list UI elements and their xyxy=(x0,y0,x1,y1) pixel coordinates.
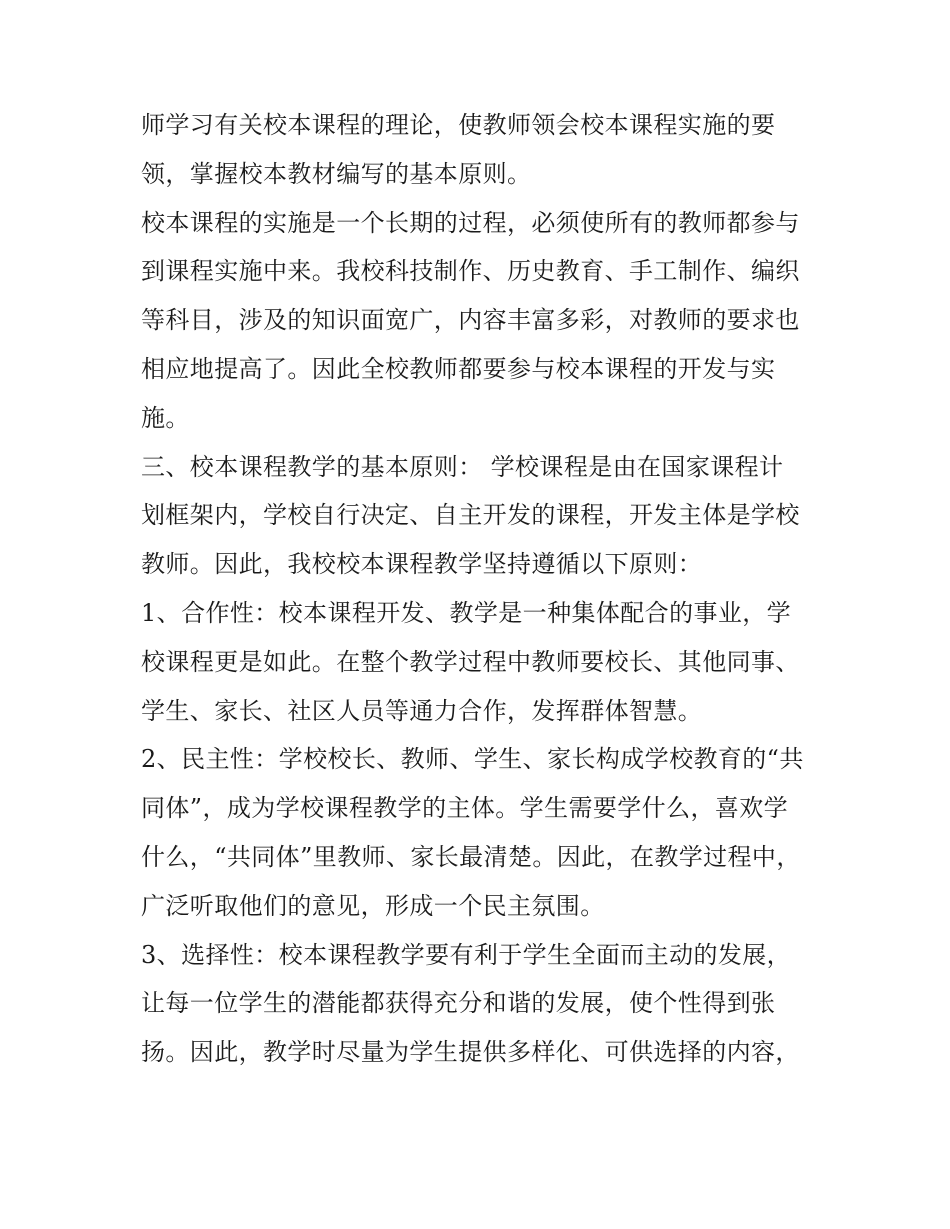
text-line: 施。 xyxy=(141,403,190,432)
text-line: 学生、家长、社区人员等通力合作，发挥群体智慧。 xyxy=(141,696,703,725)
text-line: 师学习有关校本课程的理论，使教师领会校本课程实施的要 xyxy=(141,111,776,139)
text-line: 广泛听取他们的意见，形成一个民主氛围。 xyxy=(141,891,605,920)
text-line: 让每一位学生的潜能都获得充分和谐的发展，使个性得到张 xyxy=(141,989,776,1018)
text-line: 校课程更是如此。在整个教学过程中教师要校长、其他同事、 xyxy=(141,647,800,676)
text-line: 教师。因此，我校校本课程教学坚持遵循以下原则： xyxy=(141,550,703,579)
text-line: 什么，“共同体”里教师、家长最清楚。因此，在教学过程中， xyxy=(141,842,801,871)
text-line: 领，掌握校本教材编写的基本原则。 xyxy=(141,159,532,188)
text-line: 划框架内，学校自行决定、自主开发的课程，开发主体是学校 xyxy=(141,501,800,530)
text-line: 2、民主性：学校校长、教师、学生、家长构成学校教育的“共 xyxy=(141,745,804,774)
text-line: 相应地提高了。因此全校教师都要参与校本课程的开发与实 xyxy=(141,354,776,383)
text-line: 三、校本课程教学的基本原则： 学校课程是由在国家课程计 xyxy=(141,452,784,481)
text-line: 1、合作性：校本课程开发、教学是一种集体配合的事业，学 xyxy=(141,598,792,627)
text-line: 扬。因此，教学时尽量为学生提供多样化、可供选择的内容， xyxy=(141,1038,800,1067)
text-line: 3、选择性：校本课程教学要有利于学生全面而主动的发展， xyxy=(141,940,792,969)
text-line: 等科目，涉及的知识面宽广，内容丰富多彩，对教师的要求也 xyxy=(141,306,800,335)
body-text xyxy=(141,101,821,1077)
text-line: 校本课程的实施是一个长期的过程，必须使所有的教师都参与 xyxy=(141,208,800,237)
text-line: 同体”，成为学校课程教学的主体。学生需要学什么，喜欢学 xyxy=(141,794,789,823)
text-line: 到课程实施中来。我校科技制作、历史教育、手工制作、编织 xyxy=(141,257,800,286)
